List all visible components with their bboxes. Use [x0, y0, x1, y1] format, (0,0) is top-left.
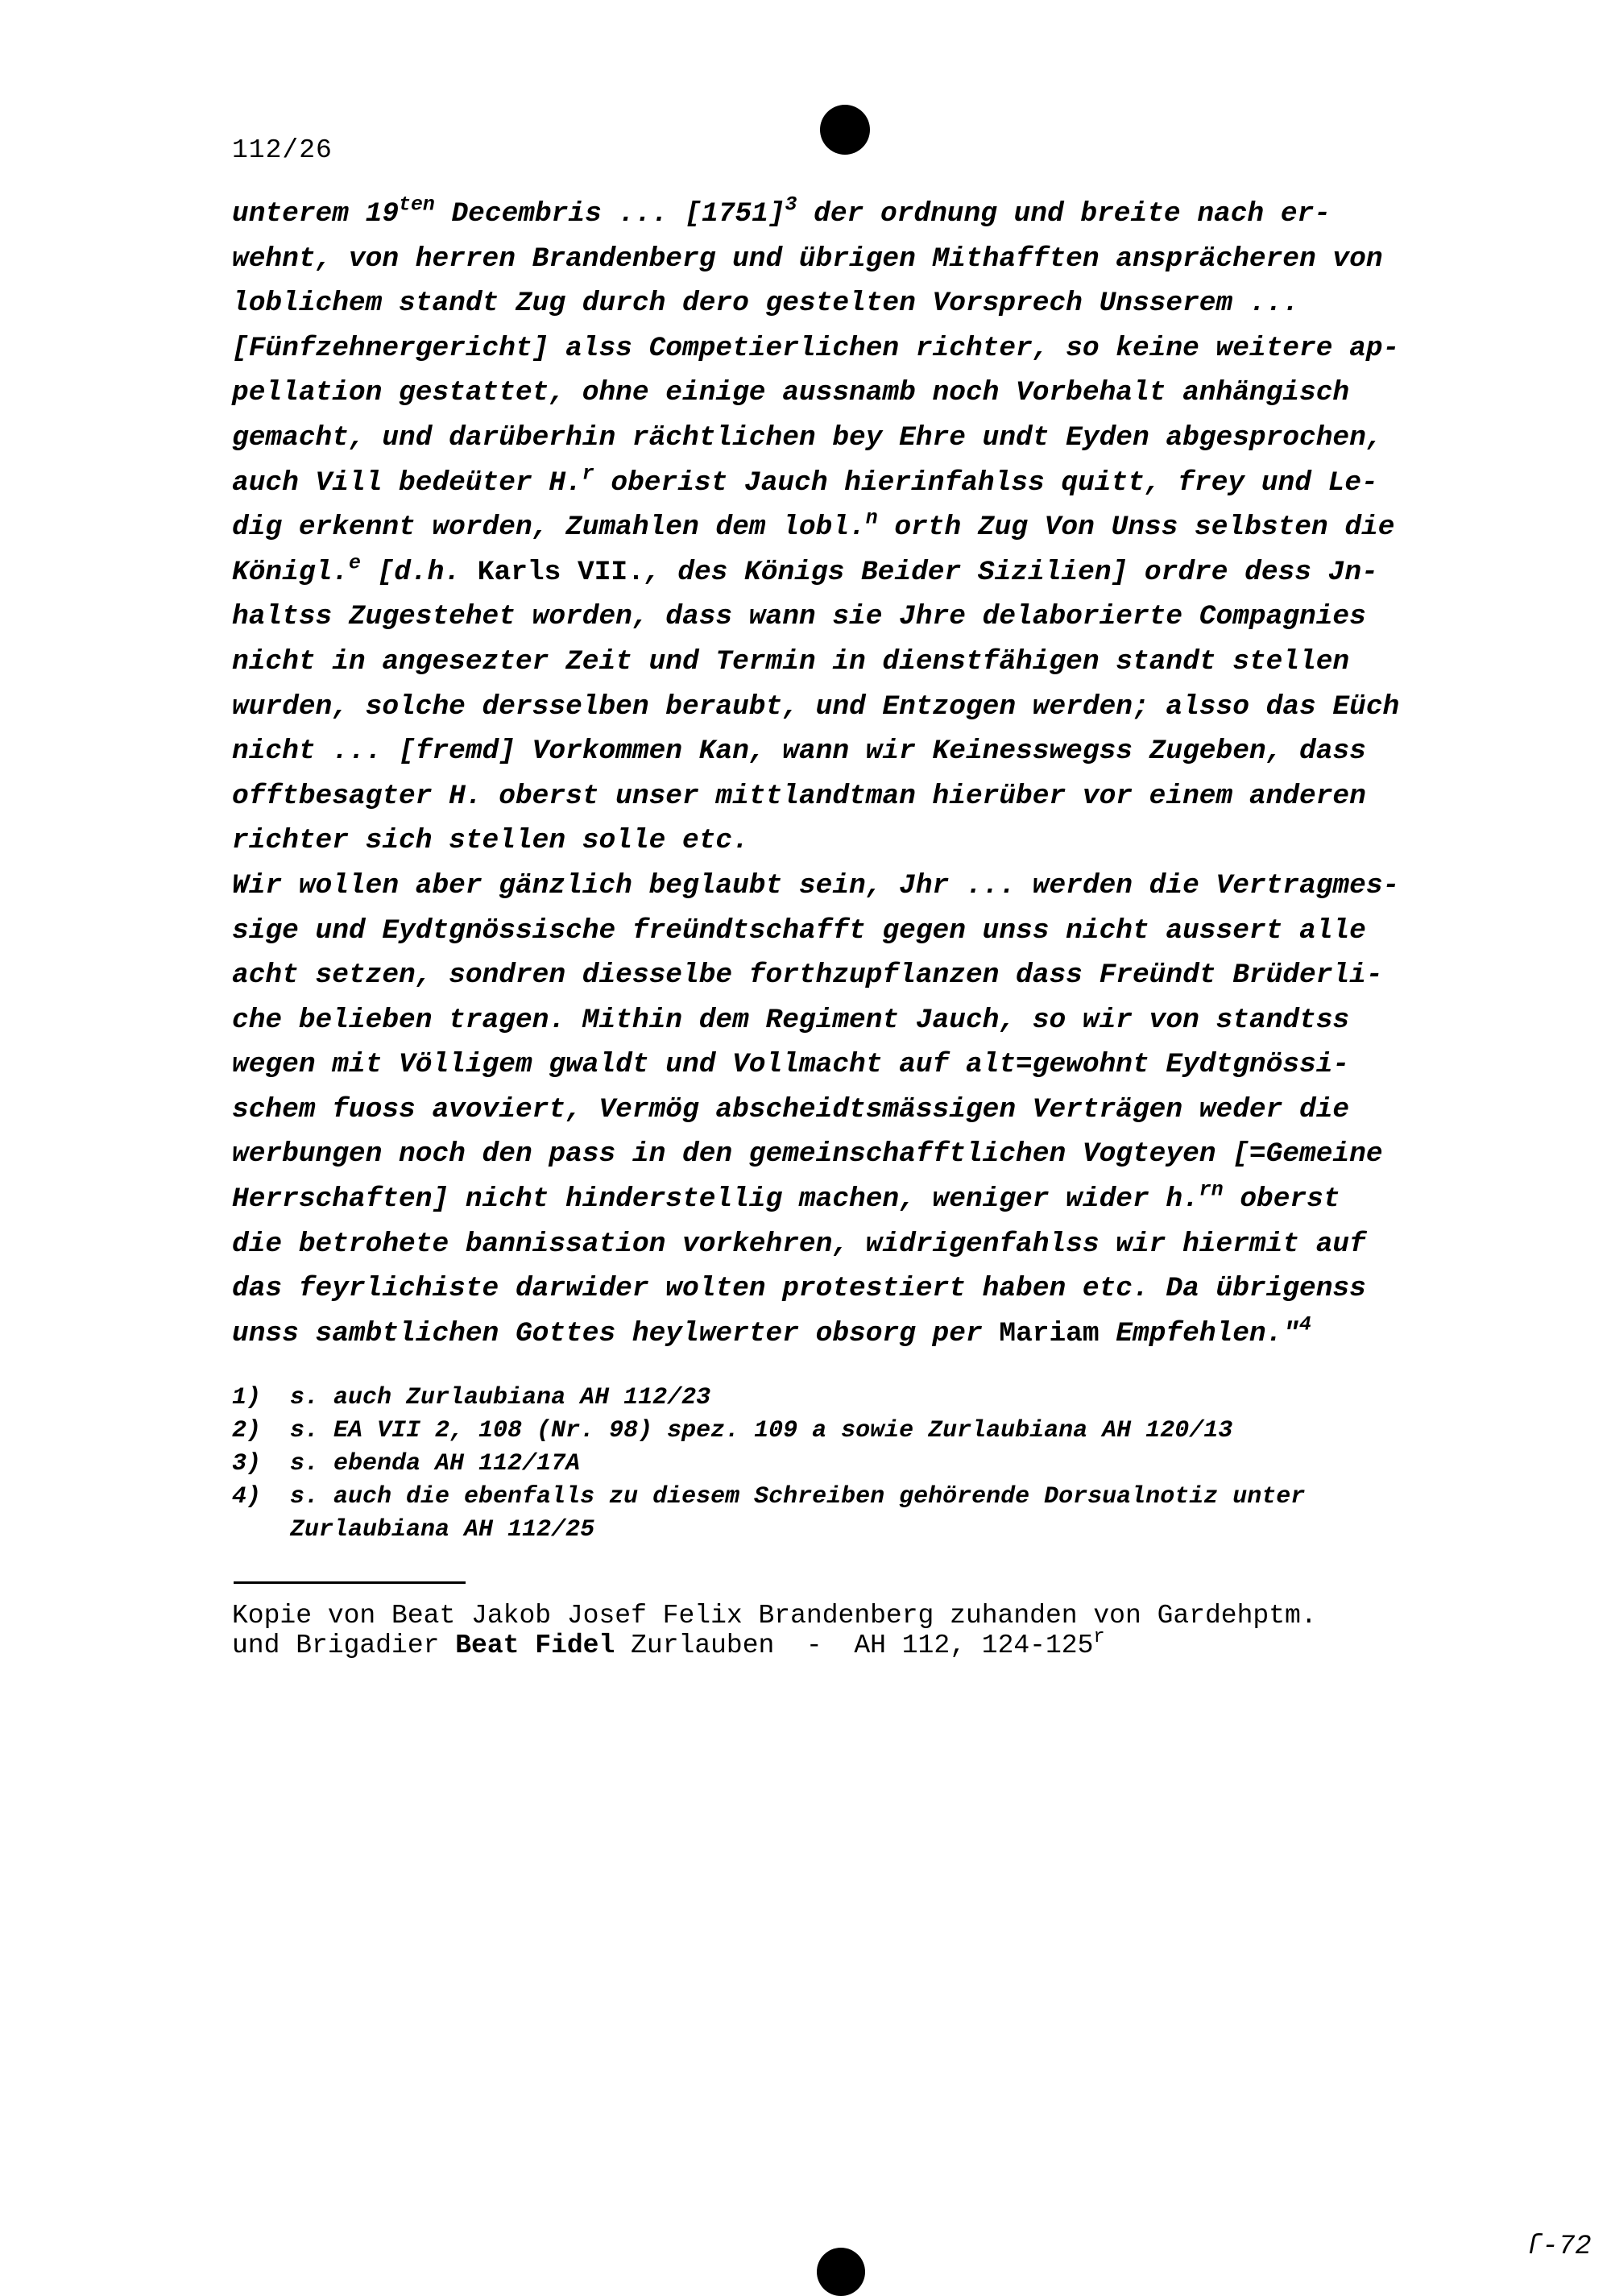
letter-body	[232, 192, 1464, 1356]
body-line: che belieben tragen. Mithin dem Regiment Jauch, so wir von standtss	[232, 1004, 1350, 1036]
body-line: sige und Eydtgnössische freündtschafft gegen unss nicht aussert alle	[232, 914, 1366, 947]
footnotes	[232, 1382, 1464, 1547]
body-line: werbungen noch den pass in den gemeinschafftlichen Vogteyen [=Gemeine	[232, 1138, 1383, 1171]
body-line: [Fünfzehnergericht] alss Competierlichen richter, so keine weitere ap-	[232, 332, 1400, 364]
emphasis-name: Karls VII.	[477, 556, 644, 588]
source-note	[232, 1601, 1489, 1660]
body-line: die betrohete bannissation vorkehren, widrigenfahlss wir hiermit auf	[232, 1228, 1366, 1260]
separator-rule	[234, 1581, 466, 1584]
body-line: dig erkennt worden, Zumahlen dem lobl.$^n$ orth Zug Von Unss selbsten die	[232, 507, 1395, 544]
footnote-4: 4) s. auch die ebenfalls zu diesem Schreiben gehörende Dorsualnotiz unter	[232, 1483, 1306, 1511]
punch-hole-top	[820, 105, 870, 155]
body-line: unterem $19^{ten}$ Decembris ... $[1751]^3$ der ordnung und breite nach er-	[232, 193, 1331, 230]
body-line: haltss Zugestehet worden, dass wann sie Jhre delaborierte Compagnies	[232, 601, 1366, 633]
body-line: pellation gestattet, ohne einige aussnamb noch Vorbehalt anhängisch	[232, 377, 1350, 409]
body-line: gemacht, und darüberhin rächtlichen bey Ehre undt Eyden abgesprochen,	[232, 421, 1383, 454]
handwritten-page-mark: ſ-72	[1526, 2232, 1592, 2262]
source-line-2: und Brigadier Beat Fidel Zurlauben - AH 112, 124-125$^r$	[232, 1626, 1105, 1660]
body-line: Herrschaften] nicht hinderstellig machen, weniger wider h.$^{rn}$ oberst	[232, 1179, 1340, 1216]
body-line: offtbesagter H. oberst unser mittlandtman hierüber vor einem anderen	[232, 780, 1366, 812]
body-line: unss sambtlichen Gottes heylwerter obsorg per Mariam Empfehlen."$^4$	[232, 1313, 1311, 1349]
punch-hole-bottom	[817, 2248, 865, 2296]
footnote-2: 2) s. EA VII 2, 108 (Nr. 98) spez. 109 a sowie Zurlaubiana AH 120/13	[232, 1417, 1233, 1444]
body-line: Wir wollen aber gänzlich beglaubt sein, Jhr ... werden die Vertragmes-	[232, 869, 1400, 901]
body-line: nicht ... [fremd] Vorkommen Kan, wann wir Keinesswegss Zugeben, dass	[232, 736, 1366, 768]
emphasis-name: Mariam	[999, 1317, 1100, 1349]
footnote-4-continued: Zurlaubiana AH 112/25	[232, 1516, 595, 1544]
body-line: nicht in angesezter Zeit und Termin in dienstfähigen standt stellen	[232, 645, 1350, 678]
body-line: richter sich stellen solle etc.	[232, 825, 749, 857]
footnote-1: 1) s. auch Zurlaubiana AH 112/23	[232, 1384, 711, 1411]
body-line: das feyrlichiste darwider wolten protestiert haben etc. Da übrigenss	[232, 1273, 1366, 1305]
body-line: wurden, solche dersselben beraubt, und Entzogen werden; alsso das Eüch	[232, 690, 1400, 723]
body-line: wehnt, von herren Brandenberg und übrigen Mithafften ansprächeren von	[232, 242, 1383, 275]
body-line: auch Vill bedeüter H.$^r$ oberist Jauch hierinfahlss quitt, frey und Le-	[232, 462, 1378, 499]
body-line: wegen mit Völligem gwaldt und Vollmacht auf alt=gewohnt Eydtgnössi-	[232, 1049, 1350, 1081]
body-line: acht setzen, sondren diesselbe forthzupflanzen dass Freündt Brüderli-	[232, 959, 1383, 992]
footnote-3: 3) s. ebenda AH 112/17A	[232, 1450, 581, 1477]
page-number: 112/26	[232, 135, 333, 165]
body-line: schem fuoss avoviert, Vermög abscheidtsmässigen Verträgen weder die	[232, 1093, 1350, 1125]
source-line-1: Kopie von Beat Jakob Josef Felix Brandenberg zuhanden von Gardehptm.	[232, 1601, 1317, 1631]
body-line: loblichem standt Zug durch dero gestelten Vorsprech Unsserem ...	[232, 288, 1300, 320]
source-emphasis-name: Beat Fidel	[455, 1631, 615, 1660]
body-line: Königl.$^e$ [d.h. Karls VII., des Königs Beider Sizilien] ordre dess Jn-	[232, 552, 1378, 588]
